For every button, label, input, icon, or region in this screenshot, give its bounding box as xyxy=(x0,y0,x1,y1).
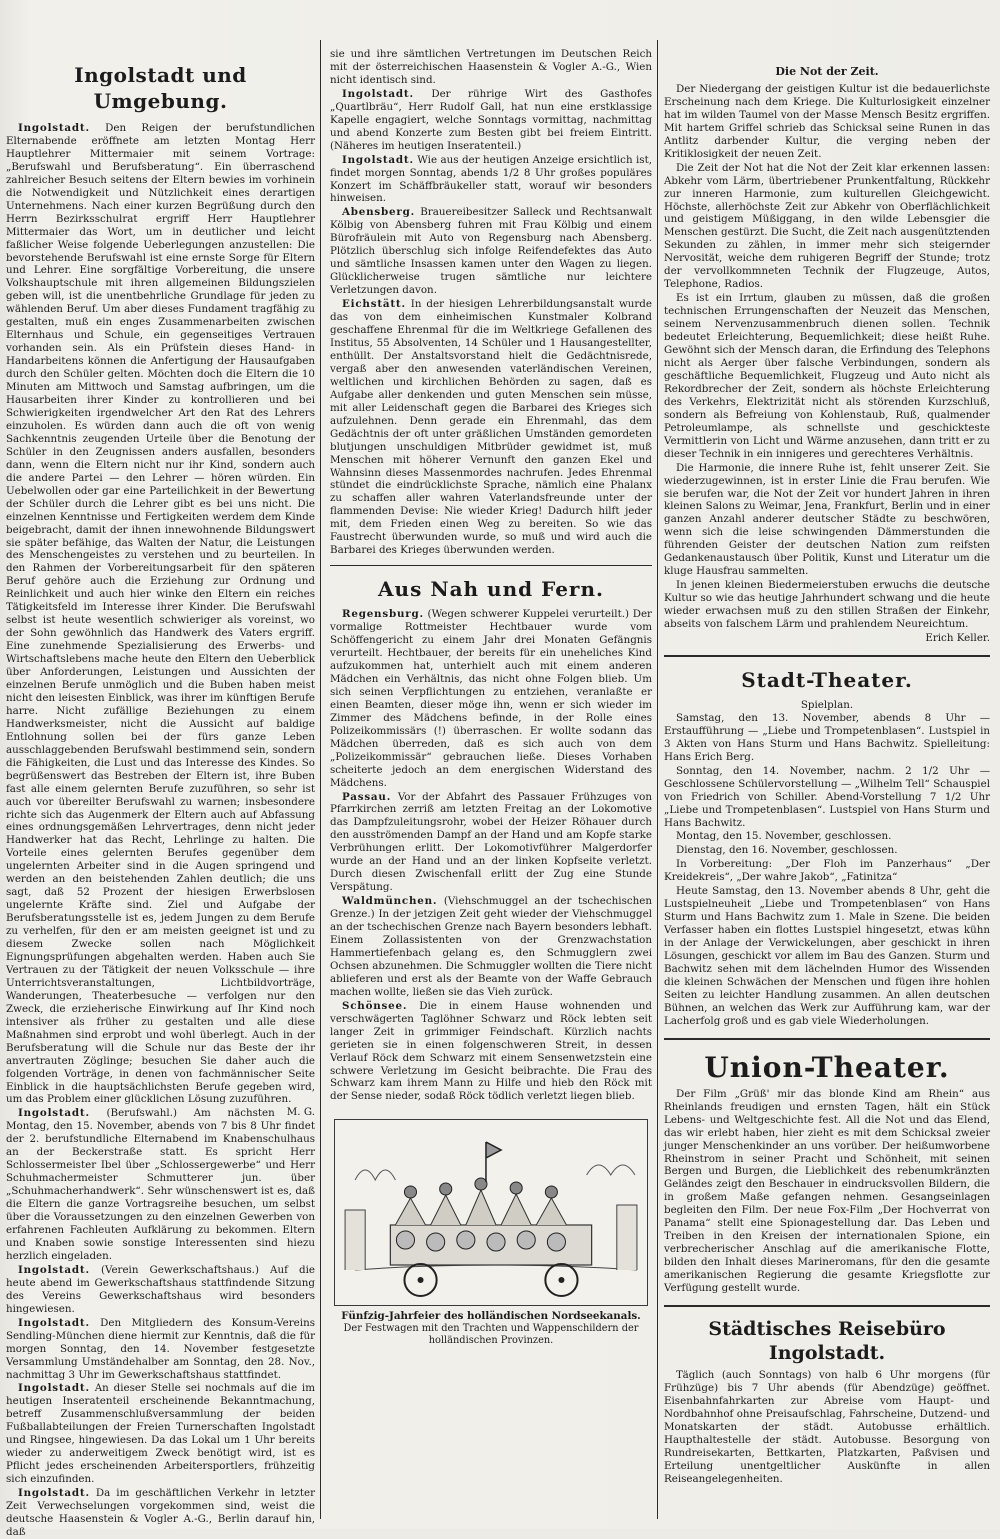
article: Es ist ein Irrtum, glauben zu müssen, daß die großen technischen Errungenschaften der Neuzeit das Menschen, seinem Nervenzusammenbruch dienen sollen. Technik bedeutet Erleichterung, Bequemlichkeit; diese heißt Ruhe. Gewöhnt sich der Mensch daran, die Erfindung des Telephons nicht als Aerger über falsche Verbindungen, sondern als geschäftliche Bequemlichkeit, Flugzeug und Auto nicht als Rekordbrecher der Zeit, sondern als höchste Erleichterung des Verkehrs, Elektrizität nicht als störenden Kurzschluß, sondern als Befreiung von Kohlenstaub, Ruß, qualmender Petroleumlampe, als schnellste und geschickteste Vermittlerin von Licht und Wärme anzusehen, dann tritt er zu dieser Technik in ein innigeres und gerechteres Verhältnis. xyxy=(664,292,990,460)
column-divider xyxy=(657,40,658,1519)
schedule-entry: Samstag, den 13. November, abends 8 Uhr — Erstaufführung — „Liebe und Trompetenblasen“. Lustspiel in 3 Akten von Hans Sturm und Hans Bachwitz. Spielleitung: Hans Erich Berg. xyxy=(664,711,990,763)
article: Die Harmonie, die innere Ruhe ist, fehlt unserer Zeit. Sie wiederzugewinnen, ist in erster Linie die Frau berufen. Wie sie berufen war, die Not der Zeit vor hundert Jahren in ihren kleinen Salons zu Weimar, Jena, Frankfurt, Berlin und in einer ganzen Anzahl anderer deutscher Städte zu beschwören, wenn sich die leise schwingenden Dämmerstunden die führenden Geister der deutschen Nation zum reifsten Gedankenaustausch über Politik, Kunst und Literatur um die kluge Hausfrau sammelten. xyxy=(664,461,990,578)
article: Ingolstadt. Den Mitgliedern des Konsum-Vereins Sendling-München diene hiermit zur Kenntnis, daß die für morgen Sonntag, den 14. November festgesetzte Versammlung Umständehalber am Sonntag, den 28. Nov., nachmittag 3 Uhr im Gewerkschaftshaus stattfindet. xyxy=(6,1316,315,1381)
article: Der Film „Grüß' mir das blonde Kind am Rhein“ aus Rheinlands freudigen und ernsten Tagen, hält ein Stück Lebens- und Weltgeschichte fest. All die Not und das Elend, das wir erlebt haben, hier zieht es mit dem Schicksal zweier junger Menschenkinder an uns vorüber. Der heißumworbene Rheinstrom in seiner Pracht und Schönheit, mit seinen Bergen und Burgen, die Lieblichkeit des rebenumkränzten Geländes zeigt den Beschauer in eindrucksvollen Bildern, die in großem Maße gefangen nehmen. Gesangseinlagen begleiten den Film. Der neue Fox-Film „Der Hochverrat von Panama“ stellt eine Spionagestellung dar. Das Leben und Treiben in den Kreisen der internationalen Spione, ein verbrecherischer Anschlag auf die amerikanische Flotte, bilden den Inhalt dieses Marineromans, für den die gesamte amerikanischen Regierung die gesamte Kriegsflotte zur Verfügung gestellt wurde. xyxy=(664,1087,990,1295)
article: Ingolstadt. An dieser Stelle sei nochmals auf die im heutigen Inseratenteil erscheinende Bekanntmachung, betreff Zusammenschlußversammlung der beiden Fußballabteilungen der Freien Turnerschaften Ingolstadt und Ringsee, hingewiesen. Da das Lokal um 1 Uhr bereits wieder zu anderweitigem Zweck benötigt wird, ist es Pflicht jedes erscheinenden Arbeitersportlers, frühzeitig sich einzufinden. xyxy=(6,1382,315,1486)
column-divider xyxy=(320,40,321,1519)
divider xyxy=(664,1038,990,1040)
article: In jenen kleinen Biedermeierstuben erwuchs die deutsche Kultur so wie das heutige Jahrhundert schwang und die heute wieder erwachsen muß zu den stillen Straßen der Einkehr, abseits von falschem Lärm und prahlendem Neureichtum. xyxy=(664,579,990,631)
schedule-entry: Dienstag, den 16. November, geschlossen. xyxy=(676,844,898,857)
section-heading-stadt-theater: Stadt-Theater. xyxy=(741,667,913,692)
section-heading-reisebuero: Städtisches Reisebüro Ingolstadt. xyxy=(708,1318,946,1365)
article: Abensberg. Brauereibesitzer Salleck und Rechtsanwalt Kölbig von Abensberg fuhren mit Frau Kölbig und einem Bürofräulein mit Auto von Regensburg nach Abensberg. Plötzlich überschlug sich infolge Reifendefektes das Auto und sämtliche Insassen kamen unter den Wagen zu liegen. Glücklicherweise trugen sämtliche nur leichtere Verletzungen davon. xyxy=(330,206,652,297)
article: Der Niedergang der geistigen Kultur ist die bedauerlichste Erscheinung nach dem Kriege. Die Kulturlosigkeit einzelner hat im wilden Taumel von der Masse Mensch Besitz ergriffen. Mit hartem Griffel schrieb das Schicksal seine Runen in das Antlitz darbender Kultur, die verging neben der Kritiklosigkeit der neuen Zeit. xyxy=(664,82,990,160)
column-2 xyxy=(330,48,652,1515)
author-signature: Erich Keller. xyxy=(925,631,990,644)
article: Ingolstadt. Der rührige Wirt des Gasthofes „Quartlbräu“, Herr Rudolf Gall, hat nun eine erstklassige Kapelle engagiert, welche Sonntags vormittag, nachmittag und abend Konzerte zum Besten gibt bei freiem Eintritt. (Näheres im heutigen Inseratenteil.) xyxy=(330,87,652,152)
divider xyxy=(664,655,990,657)
festwagen-illustration xyxy=(334,1119,648,1306)
section-heading-union-theater: Union-Theater. xyxy=(704,1050,950,1084)
article-heading-not-der-zeit: Die Not der Zeit. xyxy=(775,65,879,78)
section-heading-aus-nah-und-fern: Aus Nah und Fern. xyxy=(378,577,604,602)
article: Ingolstadt. Da im geschäftlichen Verkehr in letzter Zeit Verwechselungen vorgekommen sind, weist die deutsche Haasenstein & Vogler A.-G., Berlin darauf hin, daß xyxy=(6,1487,315,1538)
article: Eichstätt. In der hiesigen Lehrerbildungsanstalt wurde das von dem einheimischen Kunstmaler Kolbrand geschaffene Ehrenmal für die im Weltkriege Gefallenen des Institus, 55 Absolventen, 14 Schüler und 1 Hausangestellter, enthüllt. Der Anstaltsvorstand hielt die Gedächtnisrede, vergaß aber den anwesenden vaterländischen Vereinen, weltlichen und kirchlichen Behörden zu sagen, daß es Aufgabe aller denkenden und guten Menschen sein müsse, mit aller Leidenschaft gegen die Barbarei des Krieges sich aufzulehnen. Denn gerade ein Ehrenmahl, das dem Gedächtnis der oft unter gräßlichen Umständen gemordeten blutjungen unschuldigen Mitbrüder gewidmet ist, muß Menschen mit höherer Vernunft den ganzen Ekel und Wahnsinn dieses Massenmordes nachrufen. Jedes Ehrenmal stündet die eindrücklichste Sprache, nämlich eine Phalanx zu schaffen aller wahren Vaterlandsfreunde unter der flammenden Devise: Nie wieder Krieg! Dadurch hilft jeder mit, dem Frieden einen Weg zu bereiten. So wie das Faustrecht überwunden wurde, so muß und wird auch die Barbarei des Krieges überwunden werden. xyxy=(330,298,652,557)
section-heading-ingolstadt: Ingolstadt und Umgebung. xyxy=(74,63,247,113)
illustration-subcaption: Der Festwagen mit den Trachten und Wappenschildern der holländischen Provinzen. xyxy=(343,1323,639,1347)
schedule-entry: Sonntag, den 14. November, nachm. 2 1/2 Uhr — Geschlossene Schülervorstellung — „Wilhelm Tell“ Schauspiel von Friedrich von Schiller. Abend-Vorstellung 7 1/2 Uhr „Liebe und Trompetenblasen“. Lustspiel von Hans Sturm und Hans Bachwitz. xyxy=(664,764,990,829)
article: Ingolstadt. (Berufswahl.) Am nächsten Montag, den 15. November, abends von 7 bis 8 Uhr findet der 2. berufstundliche Elternabend im Knabenschulhaus an der Beckerstraße statt. Es spricht Herr Schlossermeister Ibel über „Schlossergewerbe“ und Herr Schuhmachermeister Schmutterer jun. über „Schuhmacherhandwerk“. Sehr wünschenswert ist es, daß die Eltern die ganze Vortragsreihe besuchen, um selbst über die Voraussetzungen zu den einzelnen Gewerben von erfahrenen Fachleuten Aufklärung zu bekommen. Eltern und Knaben sowie sonstige Interessenten sind hiezu herzlich eingeladen. xyxy=(6,1107,315,1262)
schedule-entry: Montag, den 15. November, geschlossen. xyxy=(676,830,892,843)
article: Regensburg. (Wegen schwerer Kuppelei verurteilt.) Der vormalige Rottmeister Hechtbauer wurde vom Schöffengericht zu einem Jahr drei Monaten Gefängnis verurteilt. Hechtbauer, der bereits für ein uneheliches Kind aufzukommen hat, unterhielt auch mit einem anderen Mädchen ein Verhältnis, das nicht ohne Folgen blieb. Um sich seinen Verpflichtungen zu entziehen, veranlaßte er einen Beamten, dieser möge ihn, wenn er sich wieder im Zimmer des Mädchens befinde, in der Rolle eines Polizeikommissärs (!) überraschen. Er wollte sodann das Mädchen überreden, daß es sich auch von dem „Polizeikommissär“ gebrauchen ließe. Dieses Vorhaben scheiterte jedoch an dem energischen Widerstand des Mädchens. xyxy=(330,608,652,789)
festwagen-drawing xyxy=(335,1120,647,1305)
article: Die Zeit der Not hat die Not der Zeit klar erkennen lassen: Abkehr vom Lärm, übertriebener Prunkentfaltung, Rückkehr zur inneren Harmonie, zum kulturellen Gleichgewicht. Höchste, allerhöchste Zeit zur Abkehr von Oberflächlichkeit und geistigem Müßiggang, in den wilde Lebensgier die Menschen gestürzt. Die Sucht, die Zeit nach ausgenütztenden Sekunden zu zählen, in immer mehr sich steigernder Nervosität, weiche dem ruhigeren Begriff der Stunde; trotz der vervollkommneten Technik der Flugzeuge, Autos, Telephone, Radios. xyxy=(664,161,990,291)
illustration-caption: Fünfzig-Jahrfeier des holländischen Nordseekanals. xyxy=(341,1310,641,1323)
column-3 xyxy=(664,48,990,1515)
article: Waldmünchen. (Viehschmuggel an der tschechischen Grenze.) In der jetzigen Zeit geht wieder der Viehschmuggel an der tschechischen Grenze nach Bayern besonders lebhaft. Einem Zollassistenten von der Grenzwachstation Hammertiefenbach gelang es, den Schmugglern zwei Ochsen abzunehmen. Die Schmuggler wollten die Tiere nicht ablieferen und erst als der Beamte von der Waffe Gebrauch machen wollte, ließen sie das Vieh zurück. xyxy=(330,895,652,998)
divider xyxy=(330,565,652,566)
article: Täglich (auch Sonntags) von halb 6 Uhr morgens (für Frühzüge) bis 7 Uhr abends (für Abendzüge) geöffnet. Eisenbahnfahrkarten zur Abreise vom Haupt- und Nordbahnhof ohne Preisaufschlag, Fahrscheine, Dutzend- und Monatskarten der städt. Autobusse erhältlich. Haupthaltestelle der städt. Autobusse. Besorgung von Rundreisekarten, Bettkarten, Platzkarten, Paßvisen und Erteilung unentgeltlicher Auskünfte in allen Reiseangelegenheiten. xyxy=(664,1369,990,1485)
spielplan-label: Spielplan. xyxy=(800,698,854,711)
article: Passau. Vor der Abfahrt des Passauer Frühzuges von Pfarrkirchen zerriß am letzten Freitag an der Lokomotive das Dampfzuleitungsrohr, wobei der Heizer Röhauer durch den ausströmenden Dampf an der Hand und am Kopfe starke Verbrühungen erlitt. Der Lokomotivführer Malgerdorfer wurde an der Hand und an der linken Kopfseite verletzt. Durch diesen Zwischenfall erlitt der Zug eine Stunde Verspätung. xyxy=(330,790,652,894)
article: Ingolstadt. (Verein Gewerkschaftshaus.) Auf die heute abend im Gewerkschaftshaus stattfindende Sitzung des Vereins Gewerkschaftshaus wird besonders hingewiesen. xyxy=(6,1263,315,1315)
author-signature: M. G. xyxy=(286,1106,315,1119)
article: Schönsee. Die in einem Hause wohnenden und verschwägerten Taglöhner Schwarz und Röck lebten seit langer Zeit in grimmiger Feindschaft. Kürzlich nachts gerieten sie in einen folgenschweren Streit, in dessen Verlauf Röck dem Schwarz mit einem Sensenwetzstein eine schwere Verletzung im Gesicht beibrachte. Die Frau des Schwarz kam ihrem Mann zu Hilfe und hieb den Röck mit der Sense nieder, sodaß Röck tödlich verletzt liegen blieb. xyxy=(330,999,652,1103)
column-1 xyxy=(6,48,315,1538)
article: Ingolstadt. Den Reigen der berufstundlichen Elternabende eröffnete am letzten Montag Herr Hauptlehrer Mittermaier mit seinem Vortrage: „Berufswahl und Berufsberatung“. Ein überraschend zahlreicher Besuch seitens der Eltern bewies im vorhinein die Notwendigkeit und Nützlichkeit eines derartigen Unternehmens. Nach einer kurzen Begrüßung durch den Herrn Bezirksschulrat ergriff Herr Hauptlehrer Mittermaier das Wort, um in deutlicher und leicht faßlicher Weise folgende Ueberlegungen anzustellen: Die bevorstehende Berufswahl ist eine ernste Sorge für Eltern und Lehrer. Eine sorgfältige Vorbereitung, die unsere Volkshauptschule mit ihren allgemeinen Bildungszielen geben will, ist die unentbehrliche Grundlage für jeden zu wählenden Beruf. Um aber dieses Fundament tragfähig zu gestalten, muß ein enges Zusammenarbeiten zwischen Elternhaus und Schule, ein gegenseitiges Vertrauen vorhanden sein. Als ein Prüfstein dieses Hand- in Handarbeitens können die Anfertigung der Hausaufgaben durch den Schüler gelten. Möchten doch die Eltern die 10 Minuten am Mittwoch und Samstag aufbringen, um die Hausarbeiten ihrer Kinder zu kontrollieren und bei Schwierigkeiten irgendwelcher Art den Rat des Lehrers einzuholen. Es würden dann auch die oft von wenig Sachkenntnis zeugenden Urteile über die Benotung der Schüler in den Zeugnissen anders ausfallen, besonders dann, wenn die Eltern nicht nur ihr Kind, sondern auch die andere Partei — den Lehrer — hören würden. Ein Uebelwollen oder gar eine Parteilichkeit in der Bewertung der Schüler durch die Lehrer gibt es bei uns nicht. Die einzelnen Kenntnisse und Fertigkeiten werdem dem Kinde beigebracht, damit der ihnen innewohnende Bildungswert sie später befähige, das Walten der Natur, die Leistungen des Menschengeistes zu verstehen und zu beurteilen. In den Rahmen der Vorbereitungsarbeit für den späteren Beruf gehöre auch die Erziehung zur Ordnung und Reinlichkeit und auch hier winke den Eltern ein reiches Tätigkeitsfeld im Interesse ihrer Kinder. Die Berufswahl selbst ist heute wesentlich schwieriger als voreinst, wo der Sohn gewöhnlich das Handwerk des Vaters ergriff. Eine zunehmende Spezialisierung des Erwerbs- und Wirtschaftslebens mache heute den Eltern den Ueberblick über Anforderungen, Leistungen und Aussichten der einzelnen Berufe unmöglich und die Buben haben meist nicht den leisesten Einblick, was ihrer im künftigen Berufe harre. Nicht zufällige Beziehungen zu einem Handwerksmeister, nicht die Aussicht auf baldige Entlohnung sollen bei der fürs ganze Leben ausschlaggebenden Berufswahl bestimmend sein, sondern die Fähigkeiten, die Lust und das Interesse des Kindes. So begrüßenswert das Bestreben der Eltern ist, ihre Buben fast alle einem gelernten Berufe zuzuführen, so sehr ist auch vor übereilter Berufswahl zu warnen; insbesondere richte sich das Augenmerk der Eltern auch auf Abfassung eines ordnungsgemäßen Lehrvertrages, denn nicht jeder Handwerker hat das Recht, Lehrlinge zu halten. Die Vorteile eines gelernten Berufes gegenüber dem ungelernten Arbeiter sind in die Augen springend und werden an den beistehenden Zahlen deutlich; die uns sagt, daß 52 Prozent der hiesigen Erwerbslosen ungelernte Kräfte sind. Ziel und Aufgabe der Berufsberatungsstelle ist es, jedem Jungen zu dem Berufe zu verhelfen, für den er am meisten geeignet ist und zu diesem Zwecke sollen nach Möglichkeit Eignungsprüfungen abgehalten werden. Haben auch Sie Vertrauen zu der Tätigkeit der neuen Volksschule — ihre Unterrichtsveranstaltungen, Lichtbildvorträge, Wanderungen, Theaterbesuche — verfolgen nur den Zweck, die erzieherische Einwirkung auf Ihr Kind noch intensiver als früher zu gestalten und alle diese Maßnahmen sind erprobt und wohl überlegt. Auch in der Berufsberatung will die Schule nur das Beste der ihr anvertrauten Zöglinge; besuchen Sie daher auch die folgenden Vorträge, in denen von fachmännischer Seite Einblick in die hauptsächlichsten Berufe gegeben wird, um das Problem einer glücklichen Lösung zuzuführen. M. G. xyxy=(6,122,315,1119)
article: Heute Samstag, den 13. November abends 8 Uhr, geht die Lustspielneuheit „Liebe und Trompetenblasen“ von Hans Sturm und Hans Bachwitz zum 1. Male in Szene. Die beiden Verfasser haben ein flottes Lustspiel hingesetzt, etwas kühn in der Anlage der Verwickelungen, aber geschickt in ihren Lösungen, geschickt vor allem im Bau des Ganzen. Sturm und Bachwitz sehen mit dem lächelnden Humor des Wissenden die kleinen Schwächen der Menschen und fügen ihre hohlen Seiten zu leichter Handlung zusammen. An allen deutschen Bühnen, an welchen das Werk zur Aufführung kam, war der Lacherfolg groß und es gab viele Wiederholungen. xyxy=(664,885,990,1027)
schedule-entry: In Vorbereitung: „Der Floh im Panzerhaus“ „Der Kreidekreis“, „Der wahre Jakob“, „Fatinitza“ xyxy=(664,858,990,884)
divider xyxy=(664,1305,990,1307)
article: sie und ihre sämtlichen Vertretungen im Deutschen Reich mit der österreichischen Haasenstein & Vogler A.-G., Wien nicht identisch sind. xyxy=(330,48,652,86)
article: Ingolstadt. Wie aus der heutigen Anzeige ersichtlich ist, findet morgen Sonntag, abends 1/2 8 Uhr großes populäres Konzert im Schäffbräukeller statt, worauf wir besonders hinweisen. xyxy=(330,153,652,205)
